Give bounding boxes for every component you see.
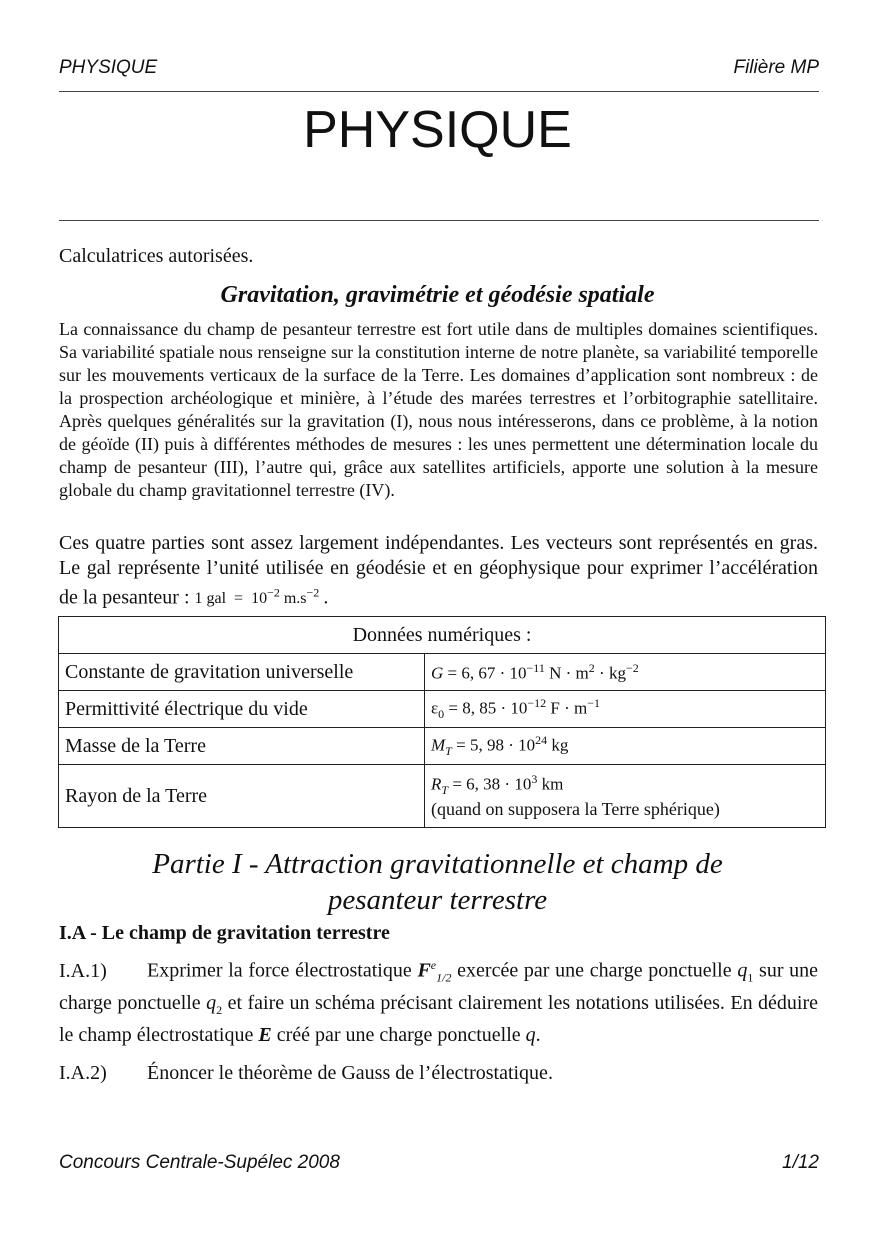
page-header — [59, 57, 819, 92]
row-label: Masse de la Terre — [59, 728, 425, 765]
problem-heading: Gravitation, gravimétrie et géodésie spatiale — [220, 282, 655, 308]
row-value: $R_T = 6$, $38 \cdot 10^3$ km (quand on supposera la Terre sphérique) — [425, 765, 826, 828]
table-row — [59, 765, 826, 828]
title-divider — [59, 220, 819, 221]
part-heading: Partie I - Attraction gravitationnelle et champ de pesanteur terrestre — [152, 848, 723, 916]
row-label: Rayon de la Terre — [59, 765, 425, 828]
row-note: (quand on supposera la Terre sphérique) — [431, 798, 720, 819]
question-ia2: I.A.2) Énoncer le théorème de Gauss de l’électrostatique. — [59, 1062, 553, 1084]
numerical-data-table — [58, 616, 826, 828]
row-label: Permittivité électrique du vide — [59, 691, 425, 728]
section-heading: I.A - Le champ de gravitation terrestre — [59, 922, 390, 944]
row-value: $M_T = 5$, $98 \cdot 10^{24}$ kg — [425, 728, 826, 765]
parts-text: Ces quatre parties sont assez largement indépendantes. Les vecteurs sont représentés en gras. Le gal représente l’unité utilisée en géodésie et en géophysique pour exprimer l’accélération de la pesanteur : — [59, 532, 818, 609]
header-subject: PHYSIQUE — [59, 57, 158, 78]
footer-exam: Concours Centrale-Supélec 2008 — [59, 1152, 340, 1173]
question-number: I.A.1) — [59, 959, 107, 982]
question-ia1: I.A.1) Exprimer la force électrostatique $F^e_{1/2}$ exercée par une charge ponctuelle $q_1$ sur une charge ponctuelle $q_2$ et faire un schéma précisant clairement les notations utilisées. En déduire le champ électrostatique E créé par une charge ponctuelle q. — [59, 958, 819, 1046]
row-value: G = 6, $67 \cdot 10^{-11}$ $N \cdot m^2 \cdot kg^{-2}$ — [425, 654, 826, 691]
intro-paragraph: La connaissance du champ de pesanteur terrestre est fort utile dans de multiples domaines scientifiques. Sa variabilité spatiale nous renseigne sur la constitution interne de notre planète, sa variabilité temporelle sur les mouvements verticaux de la surface de la Terre. Les domaines d’application sont nombreux : de la prospection archéologique et minière, à l’étude des marées terrestres et l’orbitographie satellitaire. Après quelques généralités sur la gravitation (I), nous nous intéresserons, dans ce problème, à la notion de géoïde (II) puis à différentes méthodes de mesures : les unes permettent une détermination locale du champ de pesanteur (III), l’autre qui, grâce aux satellites artificiels, apporte une solution à la mesure globale du champ gravitationnel terrestre (IV). — [59, 319, 818, 500]
row-value: $\varepsilon_0 = 8$, $85 \cdot 10^{-12}$ $F \cdot m^{-1}$ — [425, 691, 826, 728]
page-number: 1/12 — [782, 1152, 819, 1173]
calculator-note: Calculatrices autorisées. — [59, 245, 254, 267]
table-header: Données numériques : — [59, 617, 826, 654]
gal-formula: 1 gal = $10^{-2}$ $m.s^{-2}$ — [194, 586, 320, 608]
page-title: PHYSIQUE — [303, 101, 572, 159]
page-footer — [59, 1152, 819, 1182]
row-label: Constante de gravitation universelle — [59, 654, 425, 691]
table-row — [59, 691, 826, 728]
question-number: I.A.2) — [59, 1062, 107, 1084]
parts-paragraph: Ces quatre parties sont assez largement indépendantes. Les vecteurs sont représentés en gras. Le gal représente l’unité utilisée en géodésie et en géophysique pour exprimer l’accélération de la pesanteur : 1 gal = $10^{-2}$ $m.s^{-2}$ . — [59, 532, 818, 609]
table-row — [59, 728, 826, 765]
header-track: Filière MP — [733, 57, 819, 78]
table-row — [59, 654, 826, 691]
